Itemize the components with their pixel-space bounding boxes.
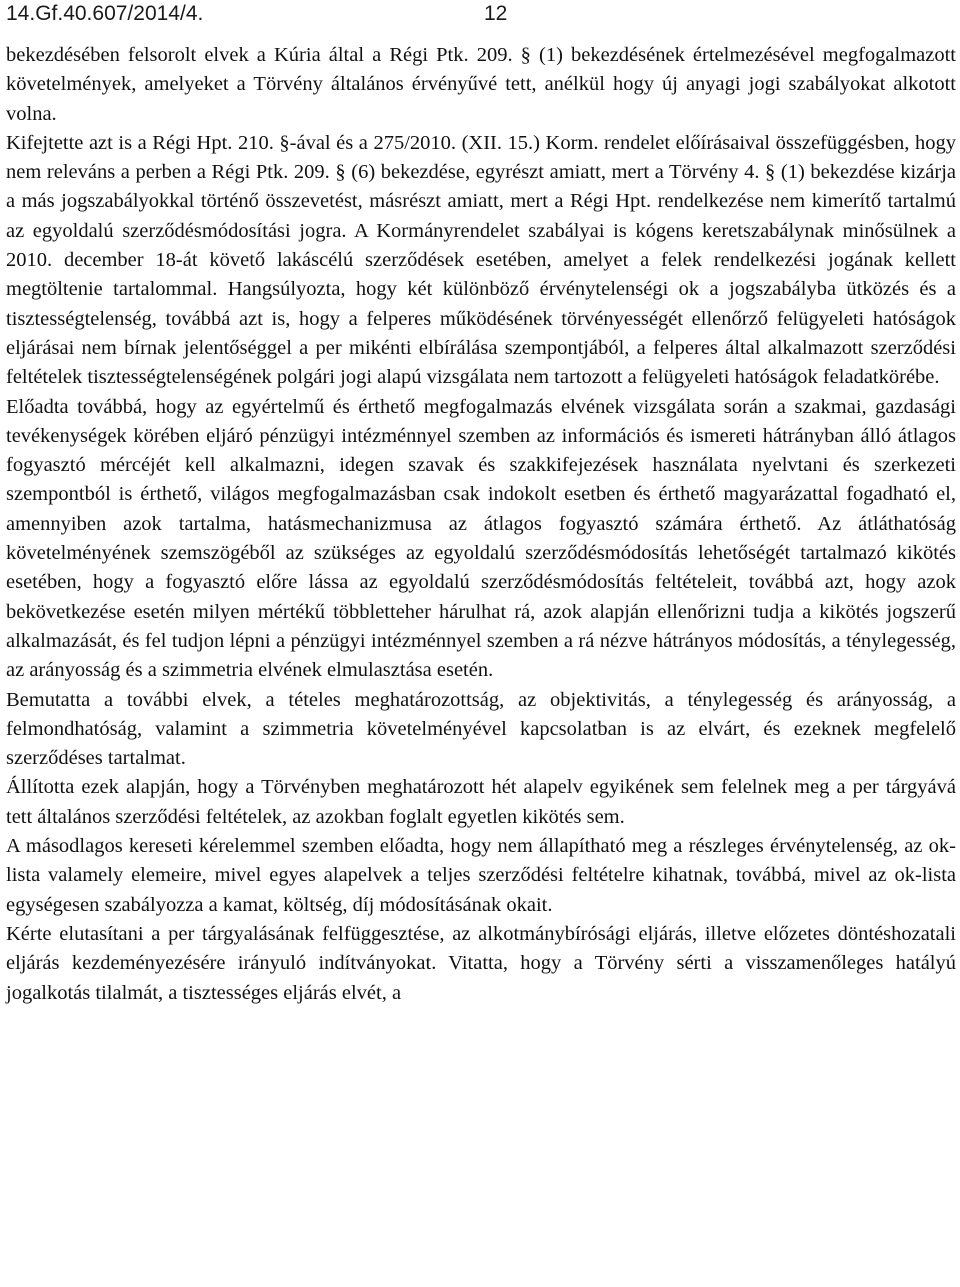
paragraph: Kifejtette azt is a Régi Hpt. 210. §-ával és a 275/2010. (XII. 15.) Korm. rendelet előírásaival összefüggésben, hogy nem releváns a perben a Régi Ptk. 209. § (6) bekezdése, egyrészt amiatt, mert a Törvény 4. § (1) bekezdése kizárja a más jogszabályokkal történő összevetést, másrészt amiatt, mert a Régi Hpt. rendelkezése nem kimerítő tartalmú az egyoldalú szerződésmódosítási jogra. A Kormányrendelet szabályai is kógens keretszabálynak minősülnek a 2010. december 18-át követő lakáscélú szerződések esetében, amelyet a felek rendelkezési jogának kellett megtöltenie tartalommal. Hangsúlyozta, hogy két különböző érvénytelenségi ok a jogszabályba ütközés és a tisztességtelenség, továbbá azt is, hogy a felperes működésének törvényességét ellenőrző felügyeleti hatóságok eljárásai nem bírnak jelentőséggel a per mikénti elbírálása szempontjából, a felperes által alkalmazott szerződési feltételek tisztességtelenségének polgári jogi alapú vizsgálata nem tartozott a felügyeleti hatóságok feladatkörébe.	[6, 131, 956, 389]
document-page	[6, 0, 956, 1004]
paragraph: Kérte elutasítani a per tárgyalásának felfüggesztése, az alkotmánybírósági eljárás, illetve előzetes döntéshozatali eljárás kezdeményezésére irányuló indítványokat. Vitatta, hogy a Törvény sérti a visszamenőleges hatályú jogalkotás tilalmát, a tisztességes eljárás elvét, a	[6, 922, 956, 1004]
paragraph: Bemutatta a további elvek, a tételes meghatározottság, az objektivitás, a ténylegesség és arányosság, a felmondhatóság, valamint a szimmetria követelményével kapcsolatban is az elvárt, és ezeknek megfelelő szerződéses tartalmat.	[6, 688, 956, 770]
paragraph: Előadta továbbá, hogy az egyértelmű és érthető megfogalmazás elvének vizsgálata során a szakmai, gazdasági tevékenységek körében eljáró pénzügyi intézménnyel szemben az információs és ismereti hátrányban álló átlagos fogyasztó mércéjét kell alkalmazni, idegen szavak és szakkifejezések használata nyelvtani és szerkezeti szempontból is érthető, világos megfogalmazásban csak indokolt esetben és érthető magyarázattal fogadható el, amennyiben azok tartalma, hatásmechanizmusa az átlagos fogyasztó számára érthető. Az átláthatóság követelményének szemszögéből az szükséges az egyoldalú szerződésmódosítás lehetőségét tartalmazó kikötés esetében, hogy a fogyasztó előre lássa az egyoldalú szerződésmódosítás feltételeit, továbbá azt, hogy azok bekövetkezése esetén milyen mértékű többletteher hárulhat rá, azok alapján ellenőrizni tudja a kikötés jogszerű alkalmazását, és fel tudjon lépni a pénzügyi intézménnyel szemben a rá nézve hátrányos módosítás, a ténylegesség, az arányosság és a szimmetria elvének elmulasztása esetén.	[6, 395, 956, 682]
body-text	[6, 41, 956, 1008]
case-number: 14.Gf.40.607/2014/4.	[6, 2, 204, 25]
paragraph: bekezdésében felsorolt elvek a Kúria által a Régi Ptk. 209. § (1) bekezdésének értelmezésével megfogalmazott követelmények, amelyeket a Törvény általános érvényűvé tett, anélkül hogy új anyagi jogi szabályokat alkotott volna.	[6, 44, 956, 125]
page-number: 12	[484, 2, 508, 25]
paragraph: A másodlagos kereseti kérelemmel szemben előadta, hogy nem állapítható meg a részleges érvénytelenség, az ok-lista valamely elemeire, mivel egyes alapelvek a teljes szerződési feltételre kihatnak, továbbá, mivel az ok-lista egységesen szabályozza a kamat, költség, díj módosításának okait.	[6, 835, 956, 916]
paragraph: Állította ezek alapján, hogy a Törvényben meghatározott hét alapelv egyikének sem felelnek meg a per tárgyává tett általános szerződési feltételek, az azokban foglalt egyetlen kikötés sem.	[6, 776, 956, 828]
page-header	[6, 0, 956, 38]
